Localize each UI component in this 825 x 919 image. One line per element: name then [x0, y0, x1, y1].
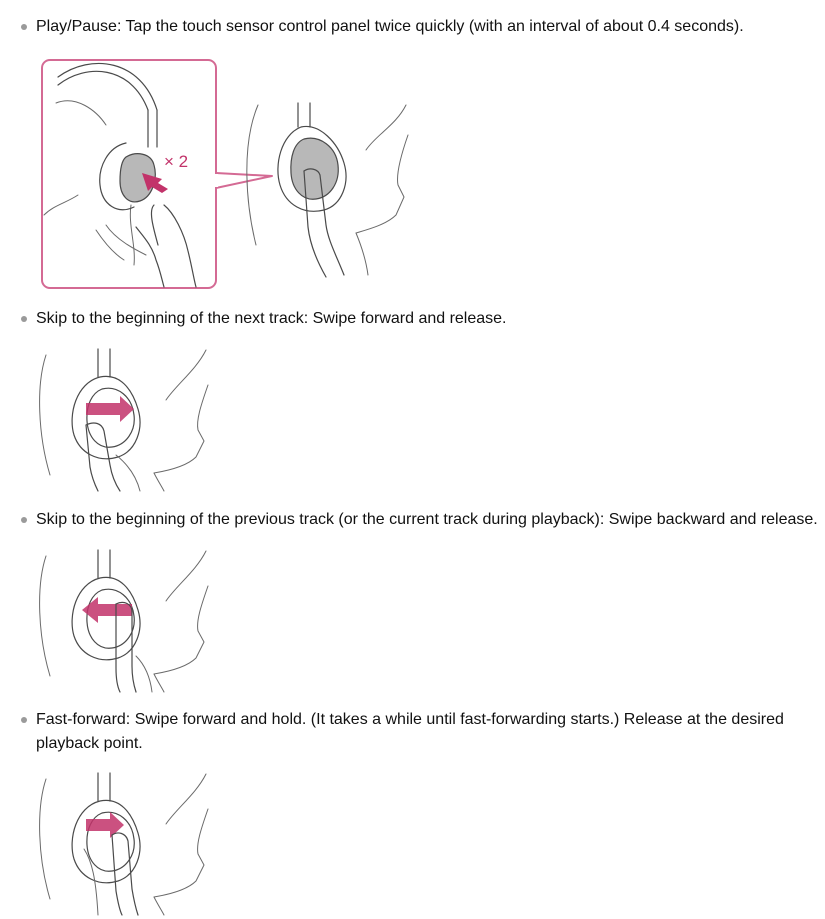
swipe-forward-arrow-icon: [86, 396, 134, 422]
swipe-hold-illustration: [36, 769, 216, 917]
bullet-icon: [21, 24, 27, 30]
instruction-text: Play/Pause: Tap the touch sensor control panel twice quickly (with an interval of about 0.4 seconds).: [36, 18, 744, 35]
bullet-icon: [21, 517, 27, 523]
swipe-backward-illustration: [36, 546, 216, 694]
swipe-backward-arrow-icon: [82, 597, 132, 623]
instruction-text: Skip to the beginning of the next track: Swipe forward and release.: [36, 310, 507, 327]
swipe-hold-arrow-icon: [86, 812, 124, 838]
swipe-forward-illustration: [36, 345, 216, 493]
touch-panel: [291, 138, 338, 199]
bullet-icon: [21, 316, 27, 322]
instruction-text: Skip to the beginning of the previous track (or the current track during playback): Swipe backward and release.: [36, 511, 818, 528]
callout-pointer: [216, 173, 272, 188]
tap-count-label: × 2: [164, 152, 189, 171]
play-pause-illustration: [36, 55, 416, 295]
bullet-icon: [21, 717, 27, 723]
instruction-text: Fast-forward: Swipe forward and hold. (It takes a while until fast-forwarding starts.) Release at the desired playback point.: [36, 711, 784, 752]
